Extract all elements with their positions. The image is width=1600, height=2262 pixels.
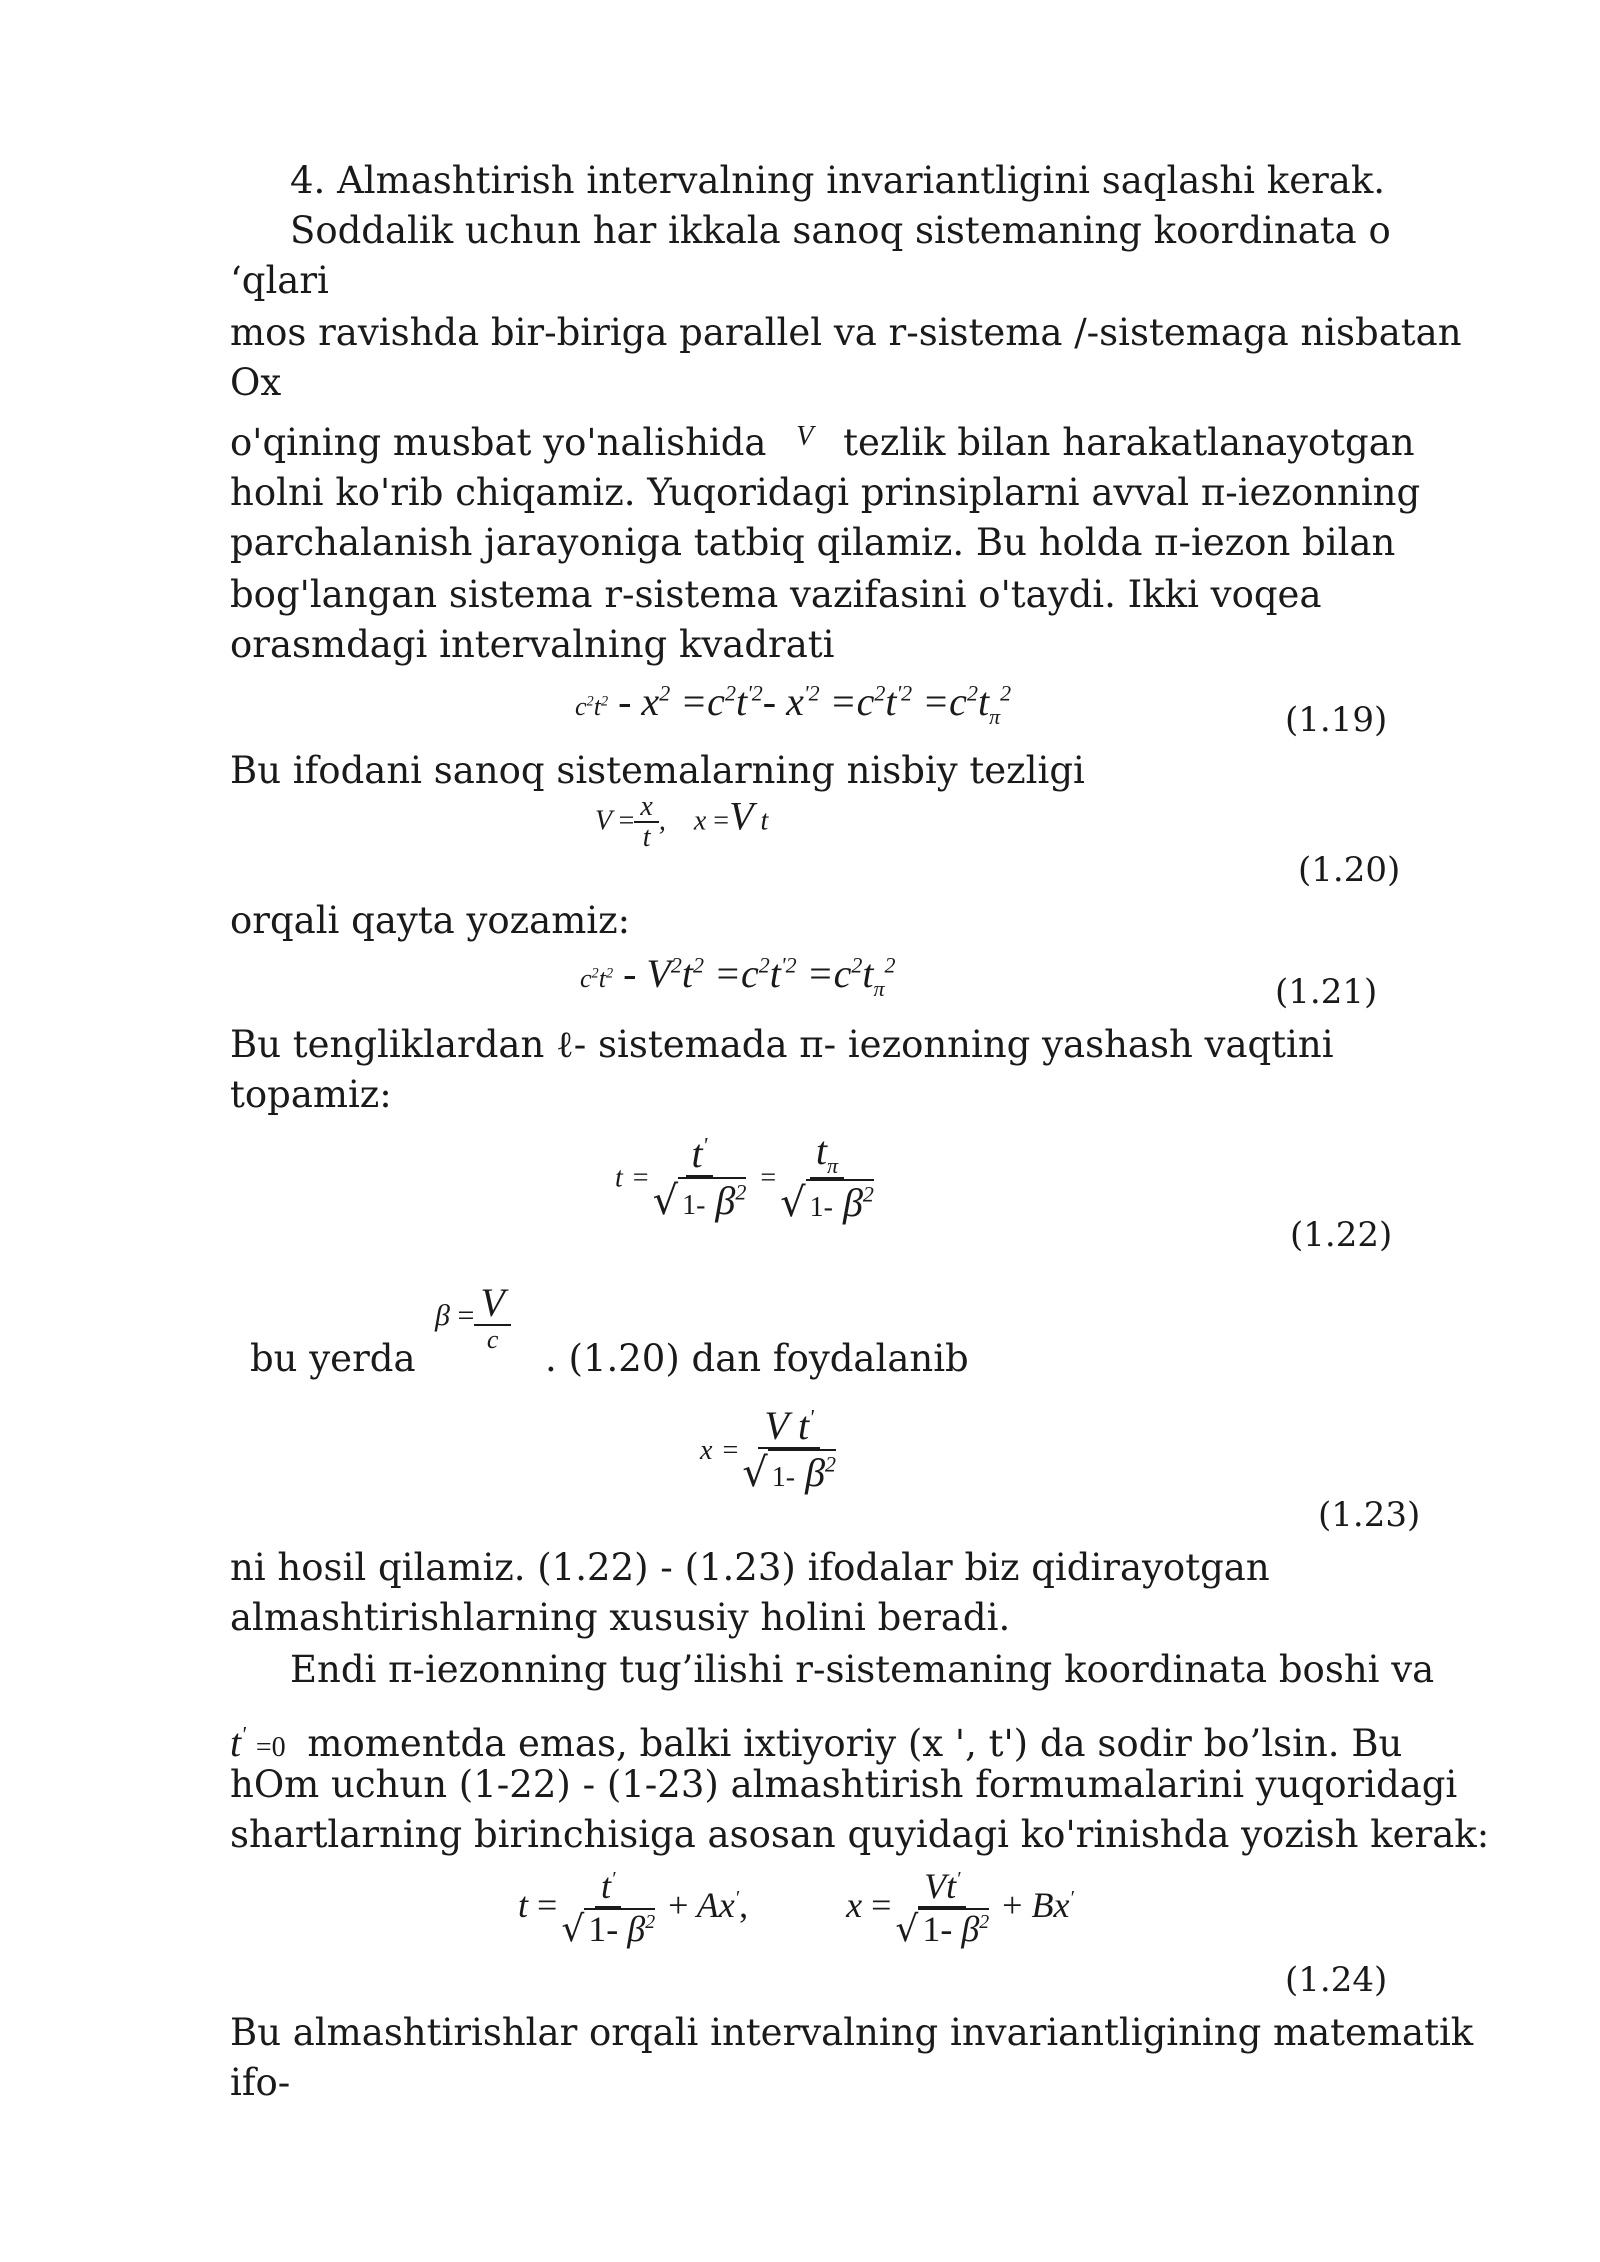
text-line: almashtirishlarning xususiy holini beradi. [230, 1596, 1011, 1639]
text-line: bog'langan sistema r-sistema vazifasini o'taydi. Ikki voqea [230, 573, 1322, 616]
text-fragment: o'qining musbat yo'nalishida [230, 421, 767, 464]
text-line: orqali qayta yozamiz: [230, 899, 631, 942]
equation-1-21: $c^2t^2 - V^2t^2 =c^2t^{'2} =c^2t_\pi^2$ [580, 951, 896, 1001]
text-line: Soddalik uchun har ikkala sanoq sistemaning koordinata o [290, 209, 1391, 252]
text-line: ifo- [230, 2061, 291, 2104]
equation-1-24: t = $\frac{t'}{√ 1- \beta^2}$ + Ax′, x = $\frac{Vt'}{√ 1- \beta^2}$ + Bx′ [518, 1866, 1074, 1950]
equation-1-20: V = $\frac{x}{t}$ , x =V t [595, 791, 769, 854]
text-line: . (1.20) dan foydalanib [545, 1337, 969, 1380]
text-line: ni hosil qilamiz. (1.22) - (1.23) ifodalar biz qidirayotgan [230, 1546, 1270, 1589]
equation-number: (1.24) [1285, 1960, 1388, 2000]
text-line: Bu ifodani sanoq sistemalarning nisbiy tezligi [230, 749, 1085, 792]
text-line: Endi π-iezonning tug’ilishi r-sistemaning koordinata boshi va [290, 1648, 1435, 1691]
text-fragment: momentda emas, balki ixtiyoriy (x ', t') da sodir bo’lsin. Bu [307, 1722, 1403, 1766]
equation-1-19: $c^2t^2 - x^2 =c^2t^{'2}-$ $x^{'2} =c^2t^{'2} =c^2t_\pi^2$ [575, 679, 1012, 729]
equation-1-23: x = $\frac{V t'}{√ 1- \beta^2}$ [700, 1403, 836, 1496]
text-line: Ox [230, 361, 282, 404]
text-line: ‘qlari [230, 259, 329, 302]
beta-definition: β = $\frac{V}{c}$ [435, 1282, 511, 1355]
equation-number: (1.20) [1298, 850, 1401, 890]
equation-number: (1.23) [1318, 1495, 1421, 1535]
velocity-symbol: V [796, 421, 814, 452]
equation-number: (1.19) [1285, 700, 1388, 740]
equation-1-22: t = $\frac{t'}{√ 1- \beta^2}$ = $\frac{t_\pi}{√ 1- \beta^2}$ [615, 1128, 874, 1227]
text-fragment: tezlik bilan harakatlanayotgan [843, 421, 1415, 464]
equation-number: (1.21) [1275, 972, 1378, 1012]
text-line: holni ko'rib chiqamiz. Yuqoridagi prinsiplarni avval π-iezonning [230, 471, 1421, 514]
text-line: mos ravishda bir-biriga parallel va r-sistema /-sistemaga nisbatan [230, 311, 1462, 354]
text-line [230, 420, 1415, 470]
text-line: bu yerda [250, 1337, 416, 1380]
text-line: Bu almashtirishlar orqali intervalning invariantligining matematik [230, 2011, 1474, 2054]
equation-number: (1.22) [1290, 1215, 1393, 1255]
text-line: parchalanish jarayoniga tatbiq qilamiz. Bu holda π-iezon bilan [230, 521, 1396, 564]
text-line: topamiz: [230, 1073, 392, 1116]
t-prime-zero: t' =0 [230, 1720, 286, 1766]
text-line: 4. Almashtirish intervalning invariantligini saqlashi kerak. [290, 159, 1386, 202]
text-line: Bu tengliklardan ℓ- sistemada π- iezonning yashash vaqtini [230, 1023, 1334, 1066]
text-line: shartlarning birinchisiga asosan quyidagi ko'rinishda yozish kerak: [230, 1813, 1490, 1856]
text-line: orasmdagi intervalning kvadrati [230, 623, 835, 666]
text-line: hOm uchun (1-22) - (1-23) almashtirish formumalarini yuqoridagi [230, 1763, 1458, 1806]
